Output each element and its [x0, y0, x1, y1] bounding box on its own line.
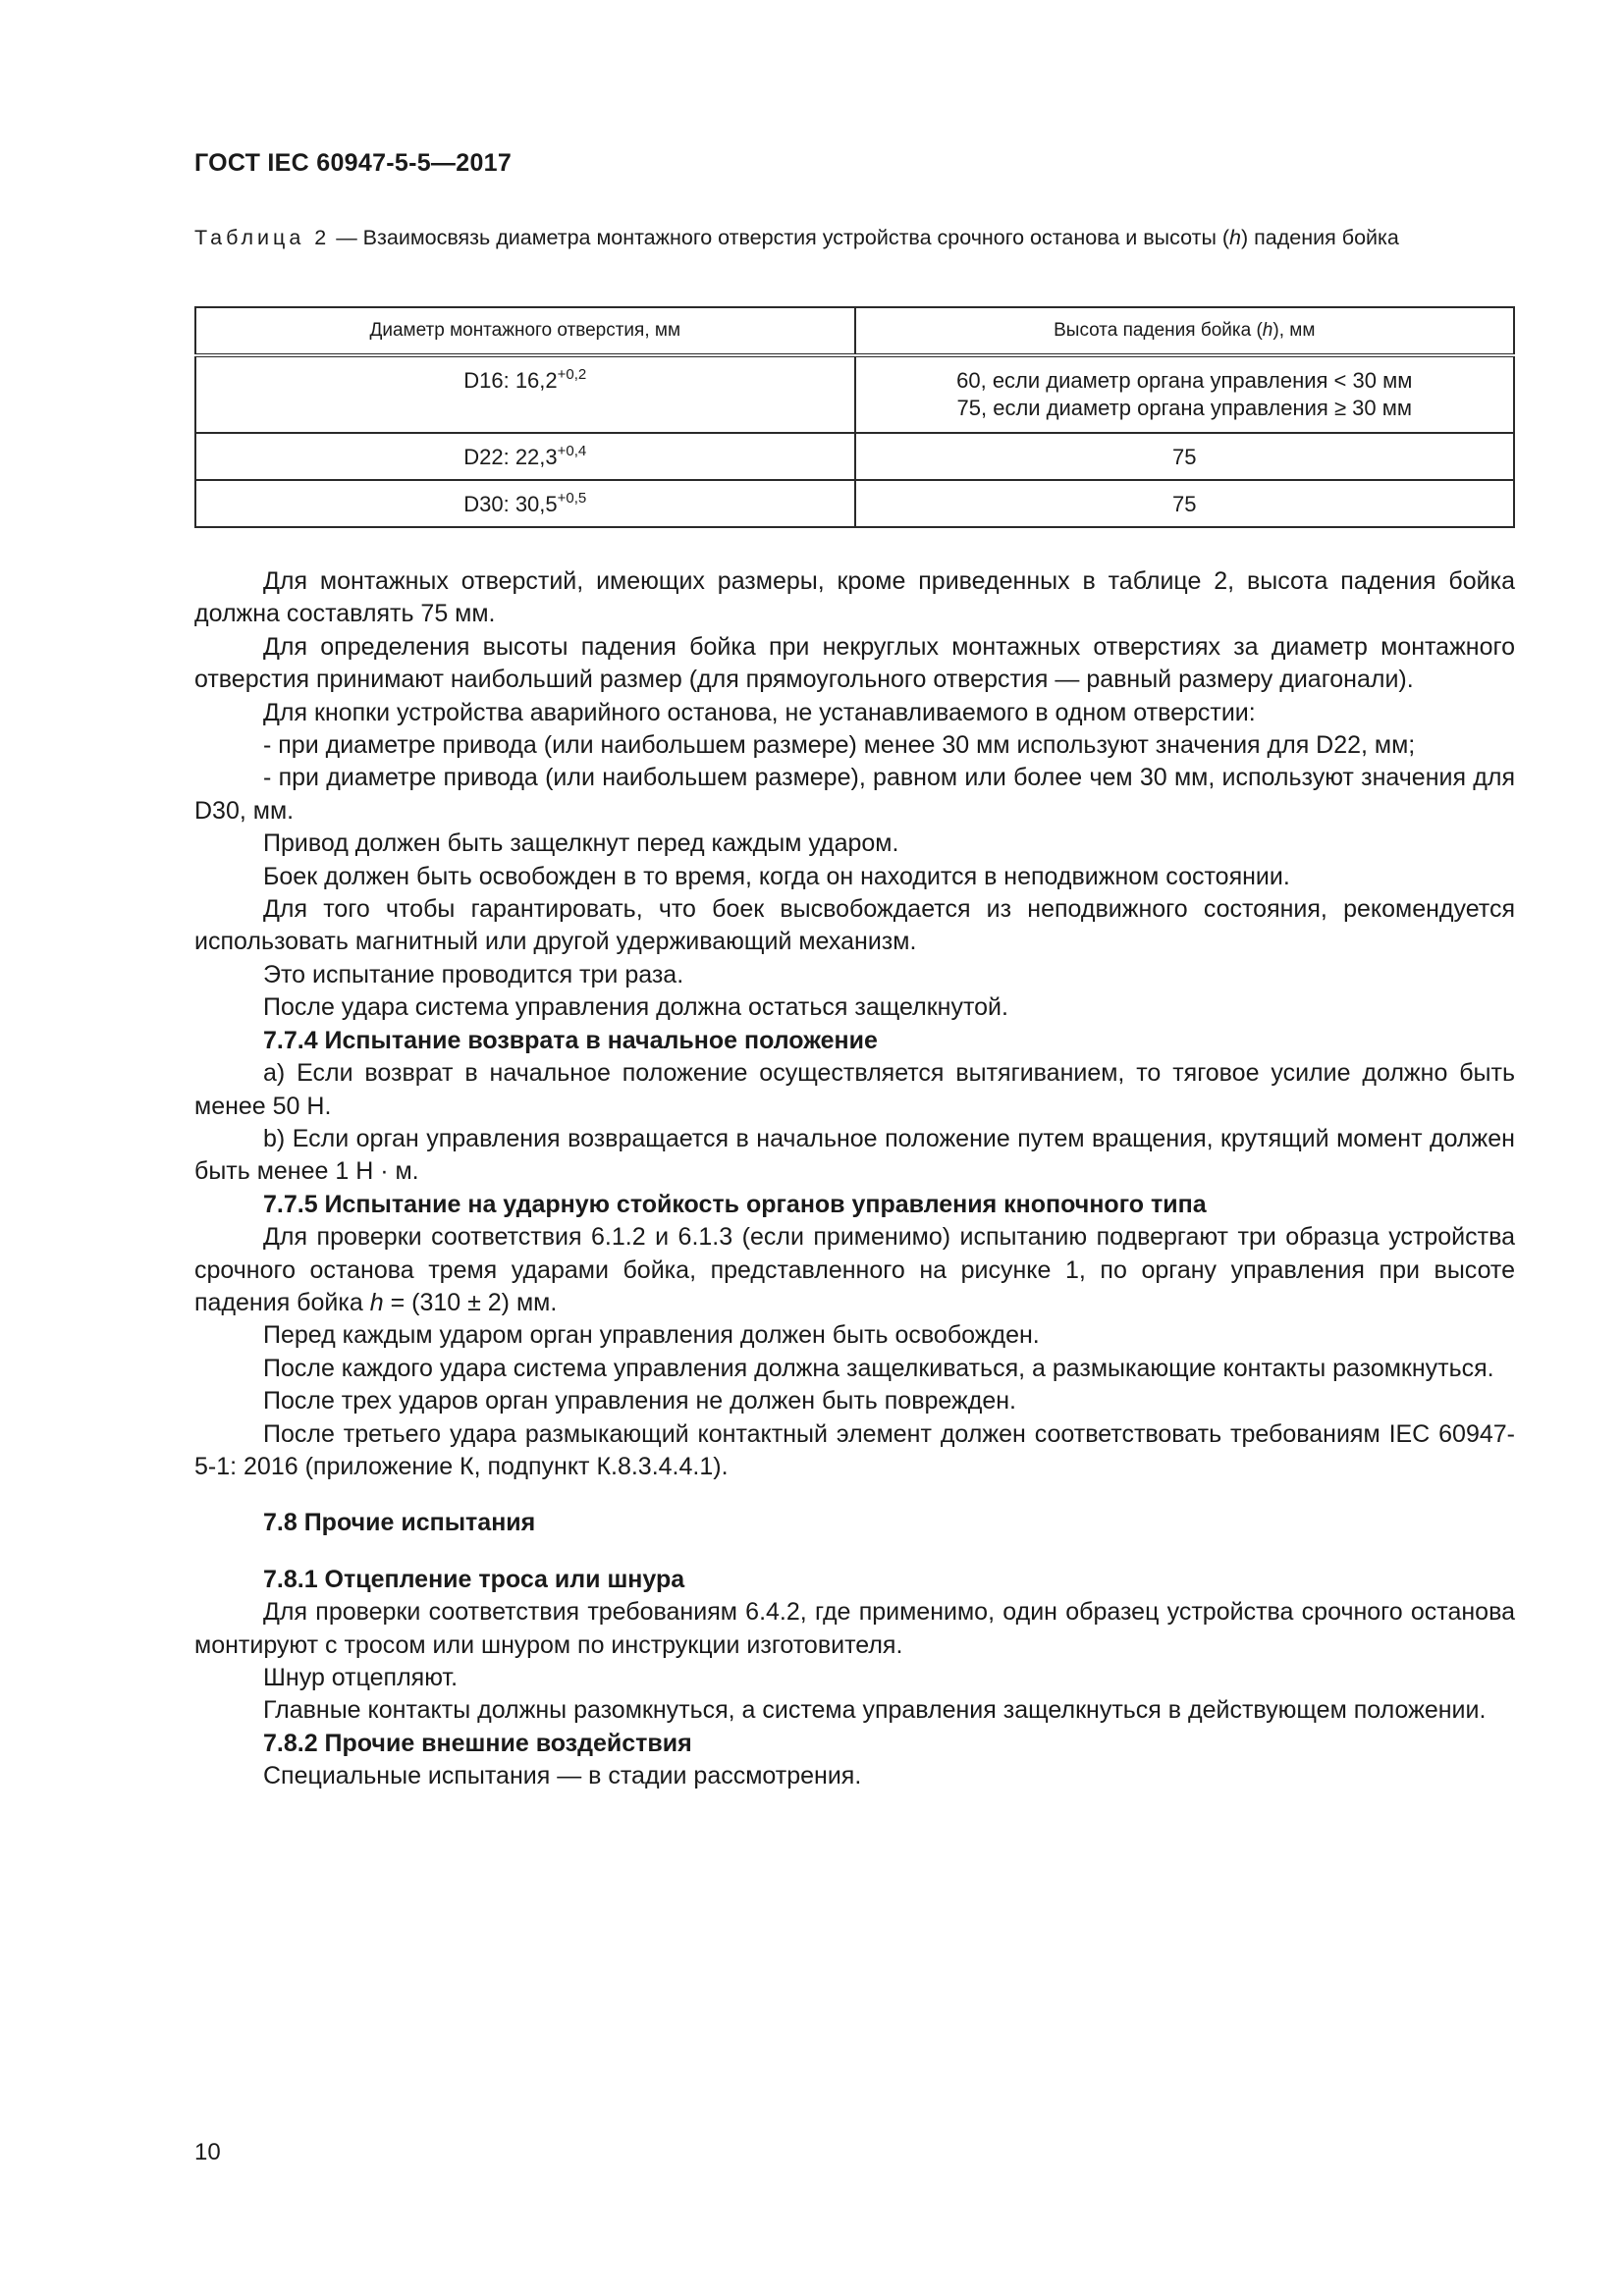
- paragraph: Это испытание проводится три раза.: [263, 960, 684, 988]
- paragraph: Специальные испытания — в стадии рассмотрения.: [263, 1762, 862, 1790]
- paragraph: a) Если возврат в начальное положение осуществляется вытягиванием, то тяговое усилие должно быть менее 50 Н.: [194, 1059, 1515, 1120]
- paragraph: Привод должен быть защелкнут перед каждым ударом.: [263, 829, 899, 858]
- cell-height: [855, 480, 1515, 527]
- paragraph: Боек должен быть освобожден в то время, когда он находится в неподвижном состоянии.: [263, 862, 1290, 890]
- col-header-height: [855, 307, 1515, 355]
- col-header-height-a: Высота падения бойка (: [1054, 320, 1263, 341]
- paragraph: Для того чтобы гарантировать, что боек высвобождается из неподвижного состояния, рекомендуется использовать магнитный или другой удерживающий механизм.: [194, 895, 1515, 956]
- diameter-value: D16: 16,2: [463, 368, 558, 393]
- cell-diameter: [195, 355, 855, 433]
- paragraph: b) Если орган управления возвращается в начальное положение путем вращения, крутящий момент должен быть менее 1 Н · м.: [194, 1124, 1515, 1186]
- cell-height: [855, 433, 1515, 480]
- table-caption-text: — Взаимосвязь диаметра монтажного отверстия устройства срочного останова и высоты (: [330, 226, 1230, 249]
- paragraph: Для определения высоты падения бойка при некруглых монтажных отверстиях за диаметр монтажного отверстия принимают наибольший размер (для прямоугольного отверстия — равный размеру диагонали).: [194, 632, 1515, 694]
- diameter-tolerance: +0,4: [557, 443, 587, 459]
- table-caption: [194, 224, 1510, 251]
- paragraph: Для кнопки устройства аварийного останова, не устанавливаемого в одном отверстии:: [263, 698, 1256, 726]
- paragraph: - при диаметре привода (или наибольшем размере), равном или более чем 30 мм, используют значения для D30, мм.: [194, 764, 1515, 825]
- paragraph: Шнур отцепляют.: [263, 1664, 459, 1691]
- cell-height: [855, 355, 1515, 433]
- table-row: [195, 433, 1514, 480]
- diameter-tolerance: +0,5: [557, 490, 587, 507]
- table-row: [195, 480, 1514, 527]
- h-symbol: h: [369, 1288, 384, 1316]
- section-heading-7-7-4: 7.7.4 Испытание возврата в начальное положение: [263, 1026, 878, 1054]
- body-text: [194, 565, 1515, 1793]
- table-header-row: [195, 307, 1514, 355]
- paragraph: Перед каждым ударом орган управления должен быть освобожден.: [263, 1321, 1040, 1350]
- col-header-height-h: h: [1262, 320, 1273, 341]
- paragraph: - при диаметре привода (или наибольшем размере) менее 30 мм используют значения для D22, мм;: [263, 731, 1416, 760]
- paragraph: Для монтажных отверстий, имеющих размеры, кроме приведенных в таблице 2, высота падения бойка должна составлять 75 мм.: [194, 567, 1515, 628]
- col-header-height-b: ), мм: [1272, 320, 1316, 341]
- paragraph: Для проверки соответствия требованиям 6.4.2, где применимо, один образец устройства срочного останова монтируют с тросом или шнуром по инструкции изготовителя.: [194, 1598, 1515, 1659]
- page-number: 10: [194, 2139, 221, 2165]
- paragraph: [194, 1221, 1515, 1319]
- section-heading-7-7-5: 7.7.5 Испытание на ударную стойкость органов управления кнопочного типа: [263, 1190, 1207, 1218]
- section-heading-7-8-2: 7.8.2 Прочие внешние воздействия: [263, 1729, 692, 1757]
- height-value-line1: 60, если диаметр органа управления < 30 мм: [956, 368, 1413, 393]
- cell-diameter: [195, 480, 855, 527]
- paragraph: После каждого удара система управления должна защелкиваться, а размыкающие контакты разомкнуться.: [263, 1354, 1494, 1382]
- col-header-diameter: Диаметр монтажного отверстия, мм: [195, 307, 855, 355]
- table-2: [194, 306, 1515, 528]
- diameter-value: D22: 22,3: [463, 445, 558, 469]
- section-heading-7-8-1: 7.8.1 Отцепление троса или шнура: [263, 1565, 685, 1593]
- table-caption-label: Таблица 2: [194, 226, 331, 249]
- height-value-line2: 75, если диаметр органа управления ≥ 30 мм: [956, 396, 1412, 420]
- document-header: ГОСТ IEC 60947-5-5—2017: [194, 149, 513, 177]
- paragraph: После трех ударов орган управления не должен быть поврежден.: [263, 1387, 1016, 1415]
- height-value-line1: 75: [1172, 492, 1197, 516]
- paragraph: После удара система управления должна остаться защелкнутой.: [263, 993, 1008, 1022]
- diameter-tolerance: +0,2: [557, 366, 587, 383]
- paragraph-text: = (310 ± 2) мм.: [383, 1288, 558, 1316]
- cell-diameter: [195, 433, 855, 480]
- paragraph-text: Для проверки соответствия 6.1.2 и 6.1.3 (если применимо) испытанию подвергают три образца устройства срочного останова тремя ударами бойка, представленного на рисунке 1, по органу управления при высоте падения бойка: [194, 1223, 1515, 1316]
- section-heading-7-8: 7.8 Прочие испытания: [263, 1509, 536, 1537]
- table-row: [195, 355, 1514, 433]
- height-value-line1: 75: [1172, 445, 1197, 469]
- paragraph: После третьего удара размыкающий контактный элемент должен соответствовать требованиям IEC 60947-5-1: 2016 (приложение К, подпункт К.8.3.4.4.1).: [194, 1419, 1515, 1480]
- paragraph: Главные контакты должны разомкнуться, а система управления защелкнуться в действующем положении.: [263, 1696, 1487, 1725]
- table-caption-h: h: [1229, 226, 1242, 249]
- table-caption-text-end: ) падения бойка: [1241, 226, 1399, 249]
- diameter-value: D30: 30,5: [463, 492, 558, 516]
